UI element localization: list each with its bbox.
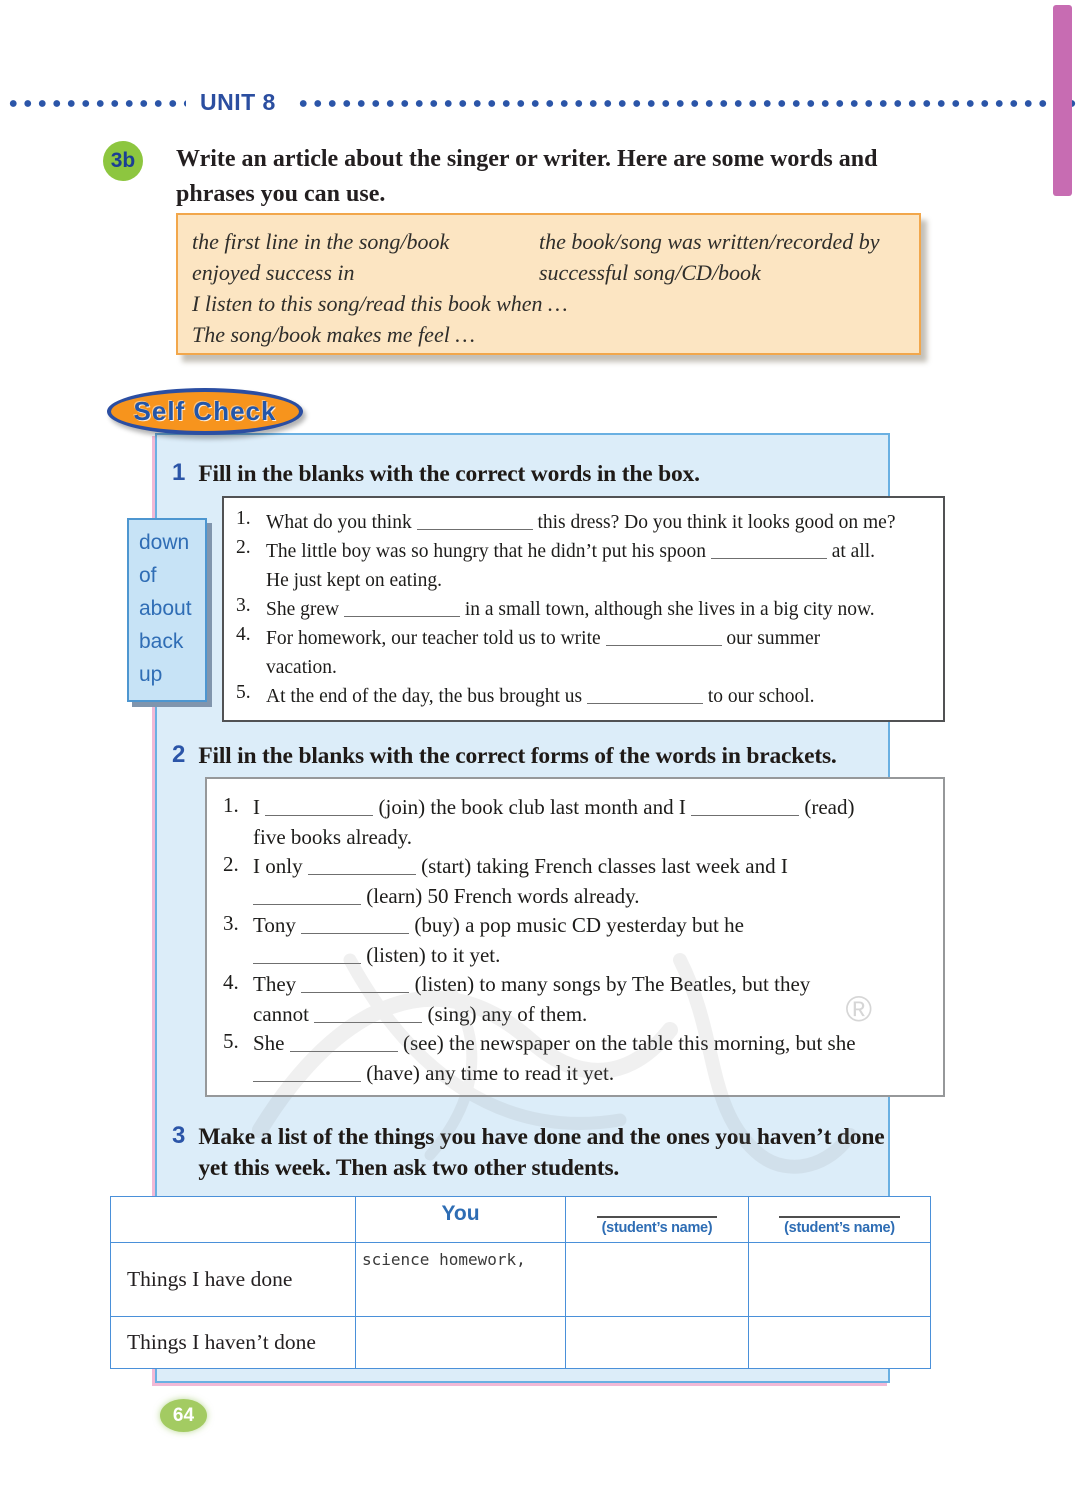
exercise-item: 2. The little boy was so hungry that he didn’t put his spoon at all. He just kept on eating.: [236, 537, 937, 595]
table-header-you: You: [356, 1197, 566, 1243]
student-name-label: (student’s name): [779, 1216, 900, 1236]
item-number: 2.: [223, 852, 239, 876]
exercise-item: 4. They (listen) to many songs by The Beatles, but they cannot (sing) any of them.: [223, 970, 935, 1029]
exercise3-heading: [172, 1122, 917, 1184]
phrase-item: successful song/CD/book: [539, 260, 761, 285]
table-cell: [356, 1317, 566, 1369]
exercise-item: 3. Tony (buy) a pop music CD yesterday but he (listen) to it yet.: [223, 911, 935, 970]
activity-3b-badge: 3b: [103, 141, 143, 181]
answer-blank: [691, 803, 799, 816]
answer-blank: [301, 980, 409, 993]
item-number: 1.: [236, 508, 251, 529]
exercise2-box: [205, 777, 945, 1097]
phrase-item: The song/book makes me feel …: [192, 322, 475, 347]
word-option: down: [139, 531, 190, 554]
item-number: 5.: [223, 1029, 239, 1053]
table-cell: [566, 1317, 749, 1369]
phrase-item: I listen to this song/read this book when …: [192, 291, 568, 316]
self-check-label: Self Check: [133, 396, 277, 426]
table-row: [111, 1243, 931, 1317]
exercise1-number: 1: [172, 459, 186, 486]
exercise2-heading: [172, 741, 837, 772]
answer-blank: [301, 921, 409, 934]
answer-blank: [344, 604, 460, 617]
exercise1-title: Fill in the blanks with the correct words in the box.: [198, 461, 700, 487]
self-check-badge: [107, 388, 303, 435]
student-name-label: (student’s name): [597, 1216, 718, 1236]
answer-blank: [253, 951, 361, 964]
exercise-item: 2. I only (start) taking French classes last week and I (learn) 50 French words already.: [223, 852, 935, 911]
exercise-item: 1. I (join) the book club last month and I (read) five books already.: [223, 793, 935, 852]
exercise-item: 4. For homework, our teacher told us to write our summer vacation.: [236, 624, 937, 682]
exercise-item: 5. She (see) the newspaper on the table this morning, but she (have) any time to read it yet.: [223, 1029, 935, 1088]
phrase-item: enjoyed success in: [192, 260, 355, 285]
word-option: of: [139, 564, 157, 587]
table-header-empty: [111, 1197, 356, 1243]
phrase-box: [176, 213, 921, 355]
answer-blank: [290, 1039, 398, 1052]
table-cell: [749, 1243, 931, 1317]
exercise-item: 5. At the end of the day, the bus brought us to our school.: [236, 682, 937, 711]
word-option: back: [139, 630, 184, 653]
item-number: 1.: [223, 793, 239, 817]
activity-3b-instruction: Write an article about the singer or writer. Here are some words and phrases you can use.: [176, 146, 878, 207]
table-cell: [566, 1243, 749, 1317]
dotted-rule-left: [6, 99, 186, 108]
item-number: 3.: [236, 595, 251, 616]
table-header-student2: [749, 1197, 931, 1243]
phrase-item: the first line in the song/book: [192, 229, 450, 254]
exercise1-heading: [172, 459, 700, 490]
table-row: [111, 1317, 931, 1369]
answer-blank: [417, 517, 533, 530]
exercise1-box: [222, 496, 945, 722]
answer-blank: [606, 633, 722, 646]
unit-label: UNIT 8: [200, 89, 276, 115]
word-option: up: [139, 663, 163, 686]
page-edge-tab: [1053, 5, 1072, 196]
exercise2-title: Fill in the blanks with the correct forms of the words in brackets.: [198, 743, 837, 769]
row-label: Things I have done: [111, 1243, 356, 1317]
registered-mark: ®: [845, 988, 872, 1029]
item-number: 4.: [236, 624, 251, 645]
exercise2-number: 2: [172, 741, 186, 768]
row-label: Things I haven’t done: [111, 1317, 356, 1369]
table-header-student1: [566, 1197, 749, 1243]
page-number-badge: [160, 1399, 207, 1432]
exercise3-title: Make a list of the things you have done and the ones you haven’t done yet this week. Then ask two other students.: [198, 1124, 885, 1181]
word-option: about: [139, 597, 192, 620]
answer-blank: [265, 803, 373, 816]
page-number: 64: [172, 1404, 195, 1426]
word-bank-box: [127, 518, 207, 702]
exercise3-number: 3: [172, 1122, 186, 1149]
answer-blank: [308, 862, 416, 875]
exercise3-table: [110, 1196, 931, 1369]
answer-blank: [314, 1010, 422, 1023]
item-number: 4.: [223, 970, 239, 994]
phrase-item: the book/song was written/recorded by: [539, 229, 880, 254]
exercise-item: 1. What do you think this dress? Do you think it looks good on me?: [236, 508, 937, 537]
item-number: 5.: [236, 682, 251, 703]
exercise-item: 3. She grew in a small town, although she lives in a big city now.: [236, 595, 937, 624]
dotted-rule-right: [296, 99, 1080, 108]
answer-blank: [253, 892, 361, 905]
item-number: 2.: [236, 537, 251, 558]
table-cell: science homework,: [356, 1243, 566, 1317]
item-number: 3.: [223, 911, 239, 935]
answer-blank: [253, 1069, 361, 1082]
answer-blank: [587, 691, 703, 704]
answer-blank: [711, 546, 827, 559]
table-cell: [749, 1317, 931, 1369]
